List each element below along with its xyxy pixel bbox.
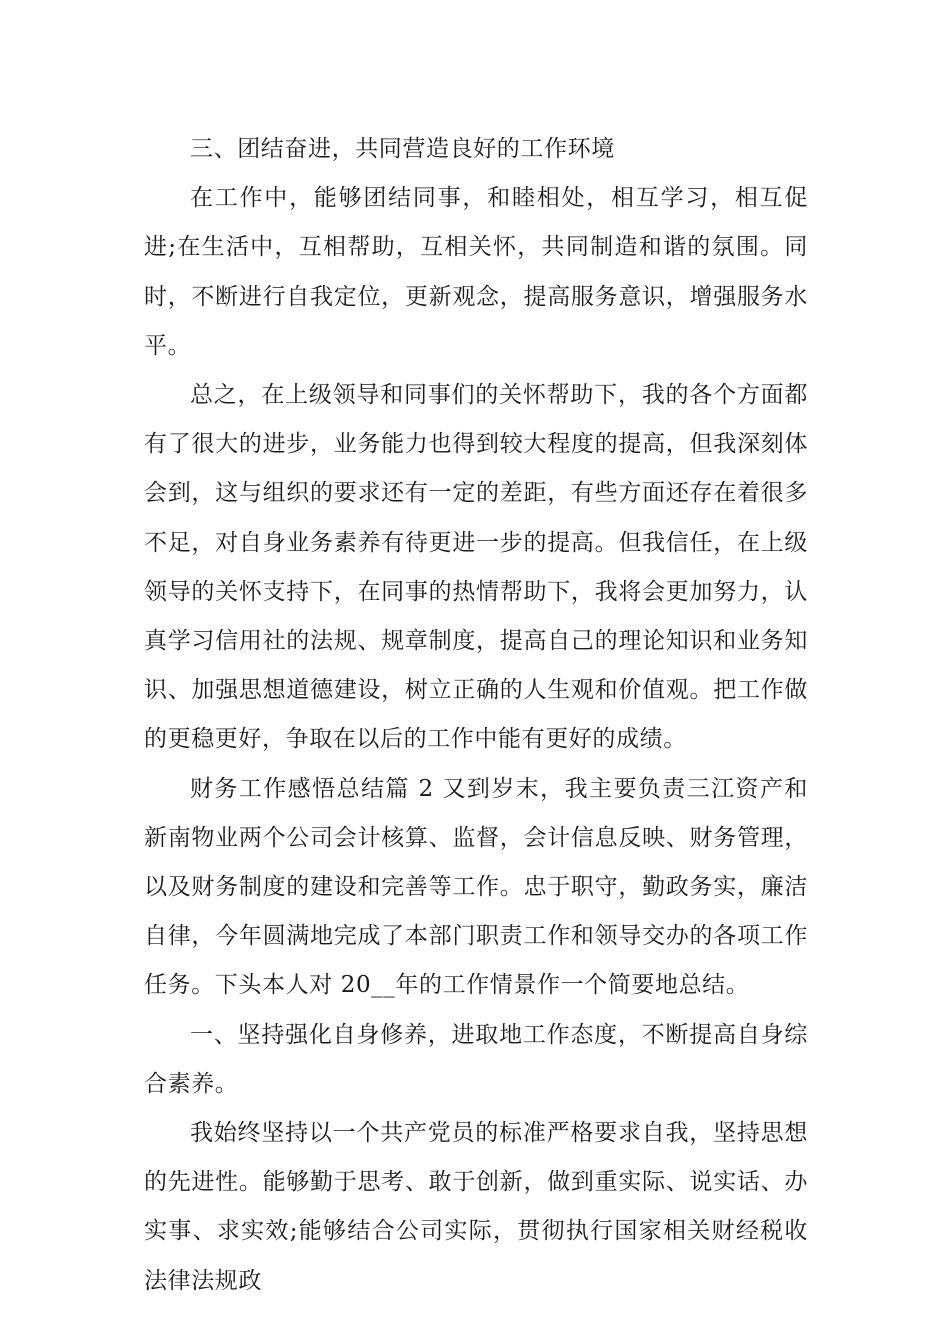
paragraph-self-discipline: 我始终坚持以一个共产党员的标准严格要求自我，坚持思想的先进性。能够勤于思考、敢于创新，做到重实际、说实话、办实事、求实效;能够结合公司实际，贯彻执行国家相关财经税收法律法规政	[144, 1120, 808, 1294]
paragraph-summary: 总之，在上级领导和同事们的关怀帮助下，我的各个方面都有了很大的进步，业务能力也得到较大程度的提高，但我深刻体会到，这与组织的要求还有一定的差距，有些方面还存在着很多不足，对自身业务素养有待更进一步的提高。但我信任，在上级领导的关怀支持下，在同事的热情帮助下，我将会更加努力，认真学习信用社的法规、规章制度，提高自己的理论知识和业务知识、加强思想道德建设，树立正确的人生观和价值观。把工作做的更稳更好，争取在以后的工作中能有更好的成绩。	[144, 382, 808, 753]
document-body	[144, 125, 808, 1306]
section-heading-1: 一、坚持强化自身修养，进取地工作态度，不断提高自身综合素养。	[144, 1021, 808, 1097]
paragraph-part-2-intro: 财务工作感悟总结篇 2 又到岁末，我主要负责三江资产和新南物业两个公司会计核算、监督，会计信息反映、财务管理，以及财务制度的建设和完善等工作。忠于职守，勤政务实，廉洁自律，今年圆满地完成了本部门职责工作和领导交办的各项工作任务。下头本人对 20__年的工作情景作一个简要地总结。	[144, 775, 808, 999]
section-heading-3: 三、团结奋进，共同营造良好的工作环境	[190, 136, 615, 162]
paragraph-teamwork: 在工作中，能够团结同事，和睦相处，相互学习，相互促进;在生活中，互相帮助，互相关怀，共同制造和谐的氛围。同时，不断进行自我定位，更新观念，提高服务意识，增强服务水平。	[144, 185, 808, 359]
